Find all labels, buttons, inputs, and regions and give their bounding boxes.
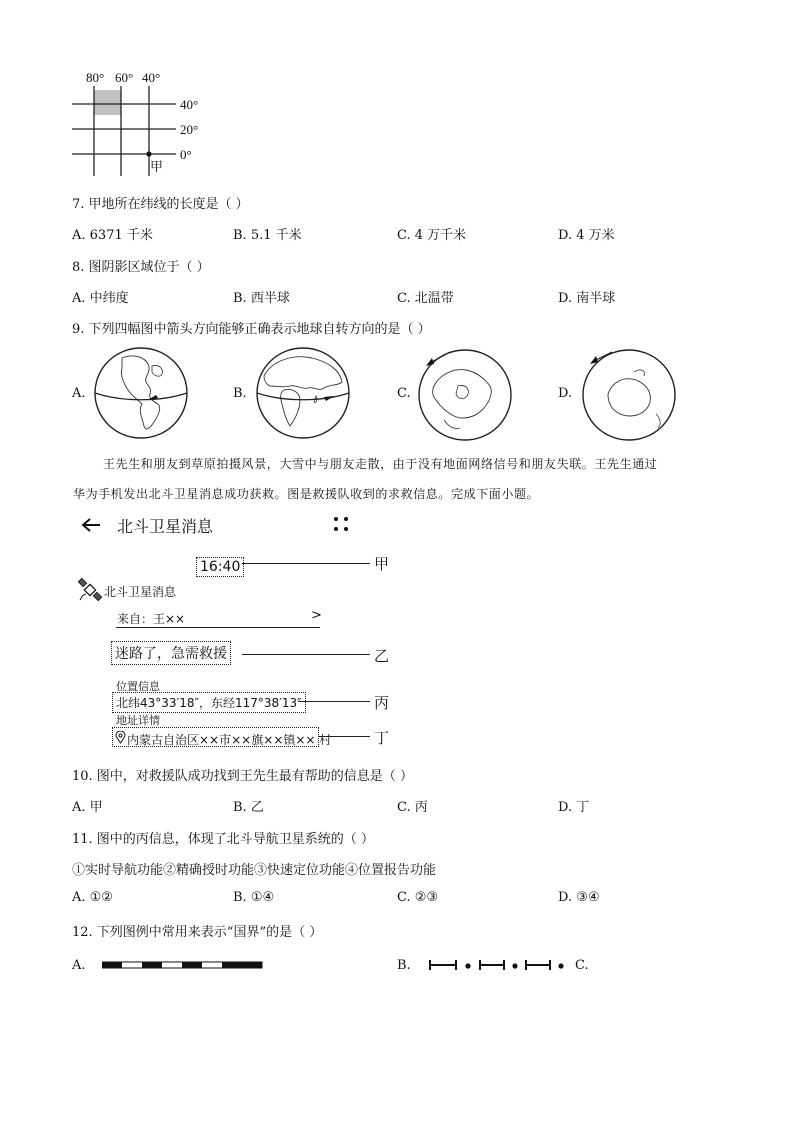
passage-line-1: 王先生和朋友到草原拍摄风景，大雪中与朋友走散，由于没有地面网络信号和朋友失联。王先生通过 — [103, 457, 658, 471]
arrow-left-icon — [80, 517, 102, 533]
q10-option-a: A. 甲 — [72, 800, 103, 815]
q11-option-c: C. ②③ — [397, 890, 439, 905]
q8-option-b: B. 西半球 — [233, 291, 290, 306]
q12-option-b-label: B. — [397, 958, 411, 973]
q8-stem: 8. 图阴影区域位于（ ） — [72, 260, 210, 275]
shaded-cell — [94, 90, 121, 115]
q10-option-c: C. 丙 — [397, 800, 428, 815]
q11-option-b: B. ①④ — [233, 890, 275, 905]
q12-option-a-label: A. — [72, 958, 86, 973]
from-label: 来自：王×× — [117, 612, 186, 626]
callout-jia: 甲 — [374, 555, 390, 573]
q9-stem: 9. 下列四幅图中箭头方向能够正确表示地球自转方向的是（ ） — [72, 322, 431, 337]
grid-top-label-60: 60° — [115, 70, 134, 85]
location-pin-icon — [115, 731, 126, 744]
globe-b-eurasia-africa — [254, 346, 352, 440]
q8-option-d: D. 南半球 — [558, 291, 616, 306]
legend-b-border-symbol — [428, 958, 570, 972]
callout-yi: 乙 — [374, 647, 390, 665]
q11-option-d: D. ③④ — [558, 890, 600, 905]
q8-option-a: A. 中纬度 — [72, 291, 129, 306]
globe-c-north-pole — [414, 346, 514, 442]
address-caption: 地址详情 — [116, 714, 160, 727]
location-box: 北纬43°33′18″，东经117°38′13″ — [112, 692, 306, 713]
q12-stem: 12. 下列图例中常用来表示“国界”的是（ ） — [72, 925, 323, 940]
from-underline — [116, 627, 320, 628]
message-box: 迷路了，急需救援 — [111, 641, 231, 665]
lat-lon-grid — [70, 86, 182, 178]
four-dots-icon — [333, 516, 349, 532]
grid-right-label-40: 40° — [180, 97, 199, 112]
callout-line-bing — [298, 701, 370, 702]
callout-line-jia — [242, 563, 370, 564]
passage-line-2: 华为手机发出北斗卫星消息成功获救。图是救援队收到的求救信息。完成下面小题。 — [73, 487, 540, 501]
q11-option-a: A. ①② — [72, 890, 113, 905]
callout-line-ding — [319, 736, 370, 737]
q7-option-d: D. 4 万米 — [558, 228, 615, 243]
q7-option-c: C. 4 万千米 — [397, 228, 467, 243]
phone-title: 北斗卫星消息 — [117, 517, 214, 536]
grid-right-label-20: 20° — [180, 122, 199, 137]
time-box: 16:40 — [196, 557, 244, 577]
q9-option-a-label: A. — [72, 386, 86, 401]
address-text: 内蒙古自治区××市××旗××镇×× 村 — [127, 733, 332, 747]
q8-option-c: C. 北温带 — [397, 291, 454, 306]
satellite-icon — [78, 578, 102, 602]
location-caption: 位置信息 — [116, 680, 160, 693]
q12-option-c-label: C. — [575, 958, 589, 973]
q9-option-b-label: B. — [233, 386, 247, 401]
grid-point-label: 甲 — [150, 160, 164, 175]
grid-top-label-40: 40° — [142, 70, 161, 85]
grid-top-label-80: 80° — [86, 70, 105, 85]
q11-stem: 11. 图中的丙信息，体现了北斗导航卫星系统的（ ） — [72, 832, 374, 847]
q10-option-d: D. 丁 — [558, 800, 590, 815]
q9-option-d-label: D. — [558, 386, 573, 401]
q7-option-a: A. 6371 千米 — [72, 228, 153, 243]
globe-a-americas — [92, 346, 190, 440]
legend-a-line-symbol — [102, 960, 264, 970]
q10-stem: 10. 图中，对救援队成功找到王先生最有帮助的信息是（ ） — [72, 769, 413, 784]
callout-ding: 丁 — [374, 729, 390, 747]
msg-source-title: 北斗卫星消息 — [104, 585, 177, 599]
q10-option-b: B. 乙 — [233, 800, 264, 815]
chevron-right-icon: > — [311, 608, 322, 623]
grid-right-label-0: 0° — [180, 147, 192, 162]
q7-stem: 7. 甲地所在纬线的长度是（ ） — [72, 197, 249, 212]
q7-option-b: B. 5.1 千米 — [233, 228, 302, 243]
globe-d-south-pole — [578, 346, 678, 442]
q11-functions: ①实时导航功能②精确授时功能③快速定位功能④位置报告功能 — [72, 863, 437, 878]
callout-line-yi — [242, 654, 370, 655]
callout-bing: 丙 — [374, 694, 390, 712]
q9-option-c-label: C. — [397, 386, 411, 401]
